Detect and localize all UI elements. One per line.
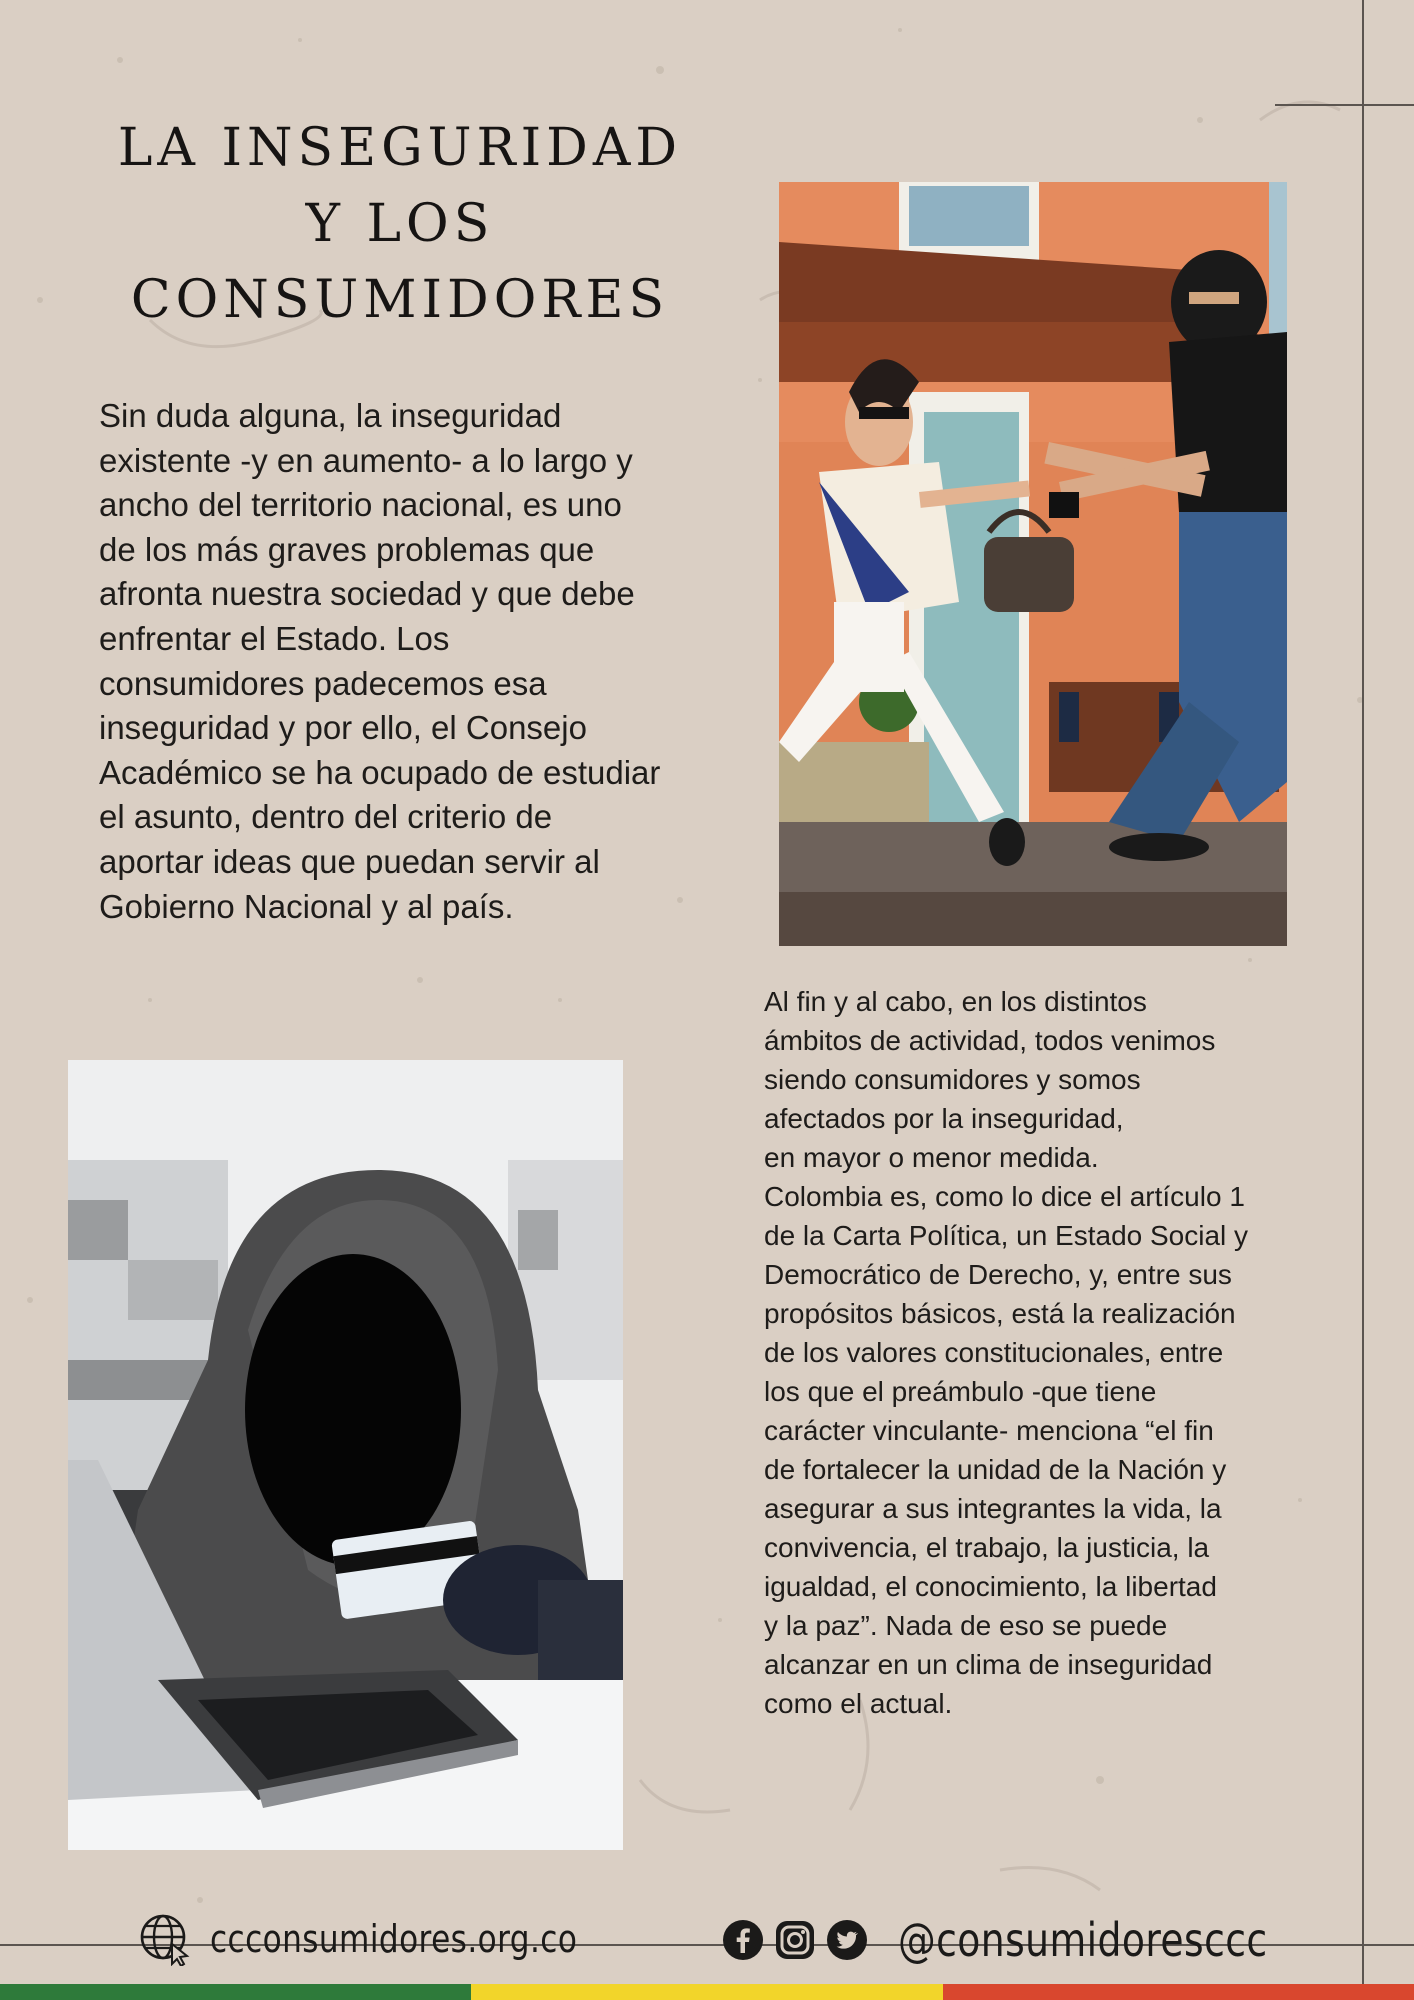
- title-line-3: CONSUMIDORES: [130, 270, 670, 330]
- frame-vertical-line: [1362, 0, 1364, 1984]
- photo-hooded-hacker: [68, 1060, 623, 1850]
- page-title: [60, 110, 740, 338]
- website-url[interactable]: ccconsumidores.org.co: [210, 1917, 578, 1961]
- title-line-2: Y LOS: [305, 194, 495, 254]
- stripe-red: [943, 1984, 1414, 2000]
- body-paragraph: Al fin y al cabo, en los distintos ámbitos de actividad, todos venimos siendo consumidores y somos afectados por la inseguridad, en mayor o menor medida. Colombia es, como lo dice el artículo 1 de la Carta Política, un Estado Social y Democrático de Derecho, y, entre sus propósitos básicos, está la realización de los valores constitucionales, entre los que el preámbulo -que tiene carácter vinculante- menciona “el fin de fortalecer la unidad de la Nación y asegurar a sus integrantes la vida, la convivencia, el trabajo, la justicia, la igualdad, el conocimiento, la libertad y la paz”. Nada de eso se puede alcanzar en un clima de inseguridad como el actual.: [764, 986, 1249, 1719]
- photo-purse-snatching: [779, 182, 1287, 946]
- twitter-icon[interactable]: [826, 1919, 868, 1961]
- title-line-1: LA INSEGURIDAD: [117, 118, 683, 178]
- instagram-icon[interactable]: [774, 1919, 816, 1961]
- frame-top-right-line: [1275, 104, 1414, 106]
- facebook-icon[interactable]: [722, 1919, 764, 1961]
- social-links: [722, 1913, 1349, 1967]
- social-handle[interactable]: @consumidoresccc: [898, 1913, 1268, 1967]
- stripe-green: [0, 1984, 471, 2000]
- intro-paragraph: Sin duda alguna, la inseguridad existente -y en aumento- a lo largo y ancho del territorio nacional, es uno de los más graves problemas que afronta nuestra sociedad y que debe enfrentar el Estado. Los consumidores padecemos esa inseguridad y por ello, el Consejo Académico se ha ocupado de estudiar el asunto, dentro del criterio de aportar ideas que puedan servir al Gobierno Nacional y al país.: [99, 397, 661, 925]
- globe-cursor-icon: [138, 1912, 192, 1966]
- website-link[interactable]: [138, 1912, 658, 1966]
- stripe-yellow: [471, 1984, 943, 2000]
